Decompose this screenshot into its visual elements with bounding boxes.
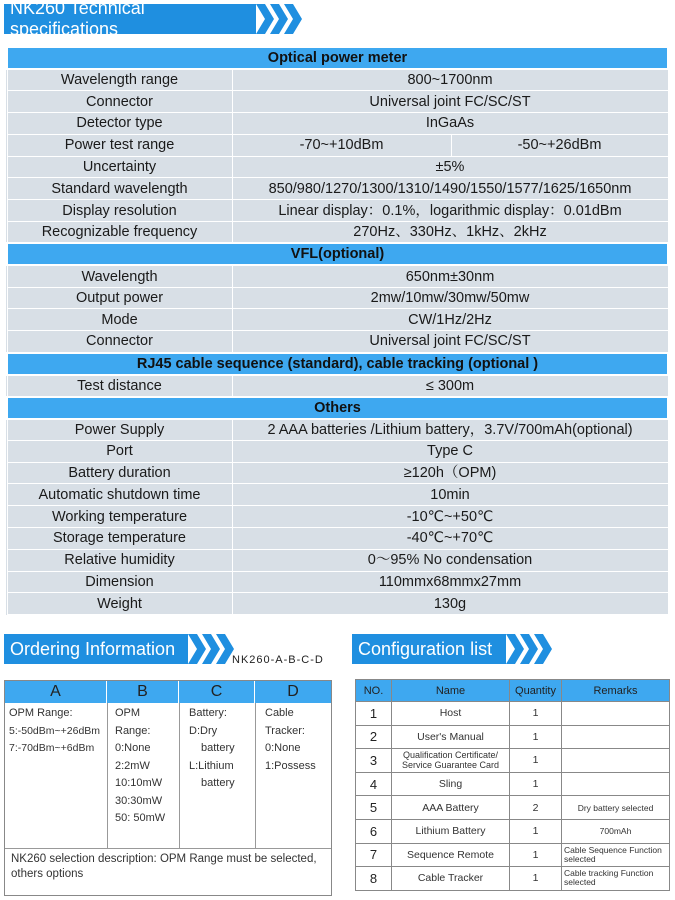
divider <box>5 848 331 849</box>
config-header-name: Name <box>392 680 510 702</box>
table-row: Relative humidity 0～95% No condensation <box>7 549 668 571</box>
ordering-col-d: Cable Tracker: 0:None 1:Possess <box>265 707 316 772</box>
table-row: Power Supply 2 AAA batteries /Lithium battery，3.7V/700mAh(optional) <box>7 419 668 441</box>
table-row: Test distance ≤ 300m <box>7 375 668 397</box>
table-row: Storage temperature -40℃~+70℃ <box>7 528 668 550</box>
table-row: Working temperature -10℃~+50℃ <box>7 506 668 528</box>
table-row: 1 Host 1 <box>356 702 670 726</box>
table-row: Dimension 110mmx68mmx27mm <box>7 571 668 593</box>
table-row: Uncertainty ±5% <box>7 156 668 178</box>
table-row: Power test range -70~+10dBm -50~+26dBm <box>7 134 668 156</box>
table-row: Port Type C <box>7 440 668 462</box>
specs-table <box>6 46 669 615</box>
ordering-code: NK260-A-B-C-D <box>232 654 324 666</box>
divider <box>107 703 108 848</box>
table-row: 8 Cable Tracker 1 Cable tracking Function selected <box>356 867 670 891</box>
ordering-header-c: C <box>179 681 255 703</box>
ordering-title-banner <box>4 634 188 664</box>
table-row: 5 AAA Battery 2 Dry battery selected <box>356 796 670 820</box>
table-row: Display resolution Linear display：0.1%，logarithmic display：0.01dBm <box>7 200 668 222</box>
config-title: Configuration list <box>358 638 493 659</box>
table-row: Weight 130g <box>7 593 668 615</box>
ordering-header-d: D <box>287 683 299 700</box>
config-header-qty: Quantity <box>510 680 562 702</box>
chevron-right-icon <box>188 634 206 664</box>
ordering-col-b: OPM Range: 0:None 2:2mW 10:10mW 30:30mW 50: 50mW <box>115 707 166 824</box>
table-row: Standard wavelength 850/980/1270/1300/1310/1490/1550/1577/1625/1650nm <box>7 178 668 200</box>
ordering-col-a: OPM Range: 5:-50dBm~+26dBm 7:-70dBm~+6dBm <box>9 707 101 754</box>
divider <box>255 703 256 848</box>
ordering-header-b: B <box>107 681 179 703</box>
config-header-no: NO. <box>356 680 392 702</box>
table-row: 6 Lithium Battery 1 700mAh <box>356 819 670 843</box>
table-row: Detector type InGaAs <box>7 113 668 135</box>
table-row: Battery duration ≥120h（OPM) <box>7 462 668 484</box>
table-row: Connector Universal joint FC/SC/ST <box>7 331 668 353</box>
ordering-header-a: A <box>5 681 107 703</box>
specs-title: NK260 Technical specifications <box>10 0 145 39</box>
table-row: Wavelength 650nm±30nm <box>7 265 668 287</box>
divider <box>179 703 180 848</box>
chevron-right-icon <box>506 634 524 664</box>
ordering-col-c: Battery: D:Dry battery L:Lithium battery <box>189 707 235 789</box>
table-row: Connector Universal joint FC/SC/ST <box>7 91 668 113</box>
specs-title-banner <box>4 0 256 39</box>
ordering-table <box>4 680 332 896</box>
table-row: Automatic shutdown time 10min <box>7 484 668 506</box>
chevron-right-icon <box>256 4 274 34</box>
config-title-banner <box>352 634 506 664</box>
table-row: Mode CW/1Hz/2Hz <box>7 309 668 331</box>
ordering-description: NK260 selection description: OPM Range must be selected, others options <box>11 853 317 880</box>
section-optical-power-meter: Optical power meter <box>7 47 668 69</box>
section-others: Others <box>7 397 668 419</box>
ordering-header <box>5 681 331 703</box>
section-vfl: VFL(optional) <box>7 243 668 265</box>
table-row: 2 User's Manual 1 <box>356 725 670 749</box>
ordering-title: Ordering Information <box>10 638 176 659</box>
table-row: Output power 2mw/10mw/30mw/50mw <box>7 287 668 309</box>
section-rj45: RJ45 cable sequence (standard), cable tracking (optional ) <box>7 353 668 375</box>
table-row: Wavelength range 800~1700nm <box>7 69 668 91</box>
table-row: Recognizable frequency 270Hz、330Hz、1kHz、2kHz <box>7 222 668 244</box>
config-table <box>355 679 670 891</box>
config-header-remarks: Remarks <box>562 680 670 702</box>
config-header-row <box>356 680 670 702</box>
table-row: 4 Sling 1 <box>356 772 670 796</box>
table-row: 3 Qualification Certificate/ Service Guarantee Card 1 <box>356 749 670 773</box>
table-row: 7 Sequence Remote 1 Cable Sequence Function selected <box>356 843 670 867</box>
